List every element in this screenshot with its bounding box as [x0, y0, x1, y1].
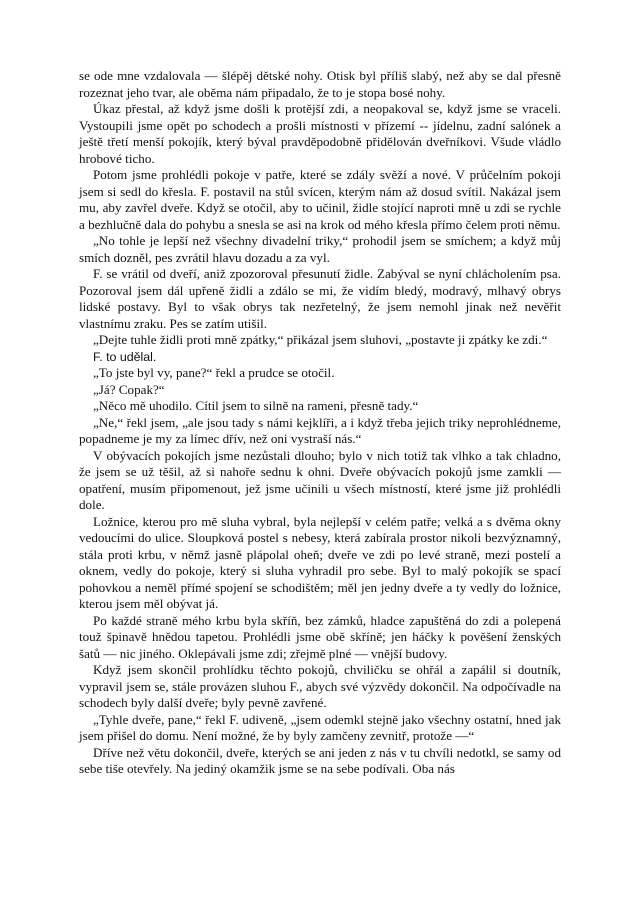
paragraph-1: se ode mne vzdalovala — šlépěj dětské nohy. Otisk byl příliš slabý, než aby se dal přesně rozeznat jeho tvar, ale oběma nám připadalo, že to je stopa bosé nohy. [79, 68, 561, 100]
paragraph-17: Dříve než větu dokončil, dveře, kterých se ani jeden z nás v tu chvíli nedotkl, se samy od sebe tiše otevřely. Na jediný okamžik jsme se na sebe podívali. Oba nás [79, 744, 561, 776]
paragraph-10: „Něco mě uhodilo. Cítil jsem to silně na rameni, přesně tady.“ [93, 398, 419, 413]
paragraph-11: „Ne,“ řekl jsem, „ale jsou tady s námi kejklíři, a i když třeba jejich triky neprohlédneme, popadneme je my za límec dřív, než oni vystraší nás.“ [79, 414, 561, 446]
paragraph-7: F. to udělal. [93, 349, 157, 364]
paragraph-6: „Dejte tuhle židli proti mně zpátky,“ přikázal jsem sluhovi, „postavte ji zpátky ke zdi.“ [93, 332, 548, 347]
paragraph-16: „Tyhle dveře, pane,“ řekl F. udiveně, „jsem odemkl stejně jako všechny ostatní, hned jak jsem přišel do domu. Není možné, že by byly zamčeny zevnitř, protože —“ [79, 711, 561, 743]
paragraph-5: F. se vrátil od dveří, aniž zpozoroval přesunutí židle. Zabýval se nyní chlácholením psa. Pozoroval jsem dál upřeně židli a zdálo se mi, že vidím bledý, modravý, mlhavý obrys lidské postavy. Byl to však obrys tak nezřetelný, že jsem nemohl jinak než nevěřit vlastnímu zraku. Pes se zatím utišil. [79, 266, 561, 331]
paragraph-3: Potom jsme prohlédli pokoje v patře, které se zdály svěží a nové. V průčelním pokoji jsem si sedl do křesla. F. postavil na stůl svícen, kterým nám až dosud svítil. Nakázal jsem mu, aby zavřel dveře. Když se otočil, aby to učinil, židle stojící naproti mně u zdi se rychle a bezhlučně dala do pohybu a snesla se asi na krok od mého křesla přímo čelem proti němu. [79, 167, 561, 232]
paragraph-14: Po každé straně mého krbu byla skříň, bez zámků, hladce zapuštěná do zdi a polepená touž špinavě hnědou tapetou. Prohlédli jsme obě skříně; jen háčky k pověšení ženských šatů — nic jiného. Oklepávali jsme zdi; zřejmě plné — vnější budovy. [79, 612, 561, 661]
paragraph-12: V obývacích pokojích jsme nezůstali dlouho; bylo v nich totiž tak vlhko a tak chladno, že jsem se už těšil, až si nahoře sednu k ohni. Dveře obývacích pokojů jsme zamkli —opatření, musím připomenout, jež jsme učinili u všech místností, které jsme již prohlédli dole. [79, 447, 561, 512]
paragraph-15: Když jsem skončil prohlídku těchto pokojů, chviličku se ohřál a zapálil si doutník, vypravil jsem se, stále provázen sluhou F., abych své výzvědy dokončil. Na odpočívadle na schodech byly další dveře; byly pevně zavřené. [79, 662, 561, 710]
paragraph-13: Ložnice, kterou pro mě sluha vybral, byla nejlepší v celém patře; velká a s dvěma okny vedoucími do ulice. Sloupková postel s nebesy, která zabírala prostor nikoli bezvýznamný, stála proti krbu, v němž jasně plápolal oheň; dveře ve zdi po levé straně, mezi postelí a oknem, vedly do pokoje, který si sluha vyhradil pro sebe. Byl to malý pokojík se spací pohovkou a neměl přímé spojení se schodištěm; měl jen jedny dveře a ty vedly do ložnice, kterou jsem měl obývat já. [79, 513, 561, 611]
paragraph-2: Úkaz přestal, až když jsme došli k protější zdi, a neopakoval se, když jsme se vraceli. Vystoupili jsme opět po schodech a prošli místnosti v přízemí -- jídelnu, zadní salónek a ještě třetí menší pokojík, který býval pravděpodobně přidělován dveřníkovi. Všude vládlo hrobové ticho. [79, 101, 561, 166]
paragraph-9: „Já? Copak?“ [93, 381, 165, 397]
book-page [79, 68, 561, 778]
paragraph-8: „To jste byl vy, pane?“ řekl a prudce se otočil. [93, 365, 335, 380]
paragraph-4: „No tohle je lepší než všechny divadelní triky,“ prohodil jsem se smíchem; a když můj smích dozněl, pes zvrátil hlavu dozadu a za vyl. [79, 233, 561, 265]
